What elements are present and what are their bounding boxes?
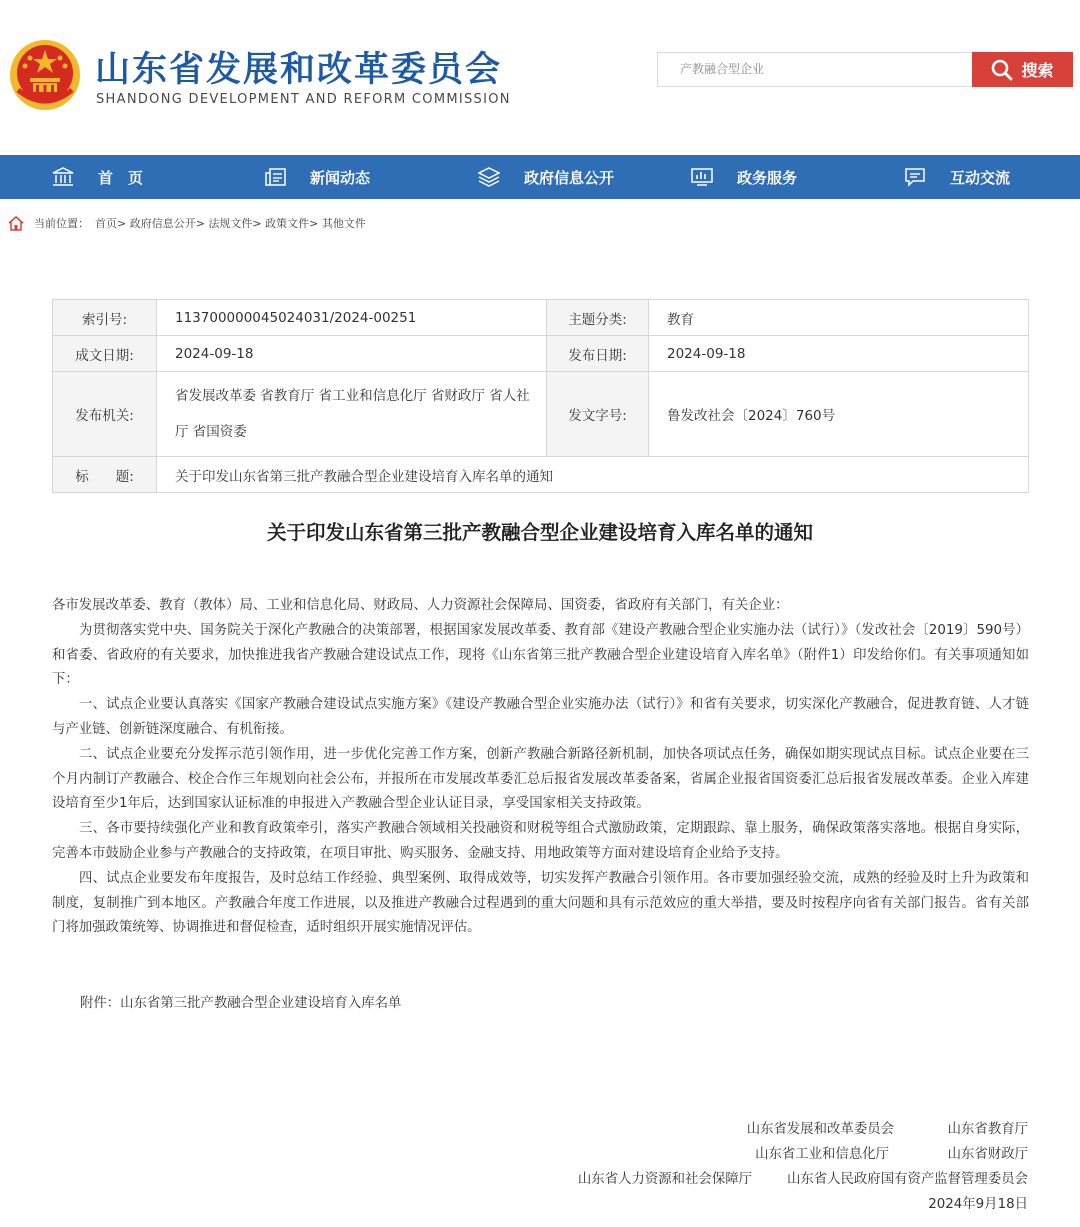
breadcrumb-path[interactable]: 首页> 政府信息公开> 法规文件> 政策文件> 其他文件 [95, 217, 366, 230]
search-button[interactable] [972, 52, 1073, 87]
nav-item-interaction[interactable] [904, 155, 1010, 199]
created-date-value: 2024-09-18 [157, 336, 547, 372]
site-subtitle: SHANDONG DEVELOPMENT AND REFORM COMMISSION [96, 92, 511, 107]
article-title: 关于印发山东省第三批产教融合型企业建设培育入库名单的通知 [266, 521, 813, 544]
issuer-value: 省发展改革委 省教育厅 省工业和信息化厅 省财政厅 省人社厅 省国资委 [157, 372, 547, 457]
nav-item-label: 首 页 [98, 168, 144, 187]
issuer-label: 发布机关: [53, 372, 157, 457]
index-value: 113700000045024031/2024-00251 [157, 300, 547, 336]
doc-number-label: 发文字号: [547, 372, 649, 457]
breadcrumb [8, 214, 366, 232]
nav-item-news[interactable] [265, 155, 370, 199]
nav-item-services[interactable] [691, 155, 797, 199]
category-label: 主题分类: [547, 300, 649, 336]
home-icon [8, 216, 24, 231]
national-emblem-icon[interactable] [8, 38, 82, 112]
main-nav [0, 155, 1080, 199]
salutation: 各市发展改革委、教育（教体）局、工业和信息化局、财政局、人力资源社会保障局、国资委，省政府有关部门，有关企业： [52, 598, 789, 613]
document-meta-table [52, 299, 1029, 493]
chat-icon [904, 167, 926, 187]
doc-number-value: 鲁发改社会〔2024〕760号 [649, 372, 1029, 457]
paragraph: 二、试点企业要充分发挥示范引领作用，进一步优化完善工作方案，创新产教融合新路径新机制，加快各项试点任务，确保如期实现试点目标。试点企业要在三个月内制订产教融合、校企合作三年规划向社会公布，并报所在市发展改革委汇总后报省发展改革委备案，省属企业报省国资委汇总后报省发展改革委。企业入库建设培育至少1年后，达到国家认证标准的申报进入产教融合型企业认证目录，享受国家相关支持政策。 [52, 746, 1029, 812]
signature-finance: 山东省财政厅 [947, 1147, 1028, 1162]
site-header [0, 0, 1080, 155]
signature-date: 2024年9月18日 [928, 1197, 1028, 1212]
news-icon [265, 167, 286, 187]
category-value: 教育 [649, 300, 1029, 336]
building-icon [52, 167, 74, 187]
signature-hr: 山东省人力资源和社会保障厅 [577, 1172, 752, 1187]
nav-item-label: 互动交流 [950, 168, 1011, 187]
search-input[interactable]: 产教融合型企业 [657, 52, 972, 87]
search-icon [991, 59, 1013, 81]
paragraph: 一、试点企业要认真落实《国家产教融合建设试点实施方案》《建设产教融合型企业实施办法（试行）》和省有关要求，切实深化产教融合，促进教育链、人才链与产业链、创新链深度融合、有机衔接。 [52, 697, 1029, 737]
created-date-label: 成文日期: [53, 336, 157, 372]
monitor-icon [691, 167, 713, 187]
nav-item-label: 政务服务 [737, 168, 798, 187]
article-body [52, 594, 1029, 941]
paragraph: 三、各市要持续强化产业和教育政策牵引，落实产教融合领域相关投融资和财税等组合式激励政策，定期跟踪、靠上服务，确保政策落实落地。根据自身实际，完善本市鼓励企业参与产教融合的支持政策，在项目审批、购买服务、金融支持、用地政策等方面对建设培育企业给予支持。 [52, 821, 1029, 861]
title-value: 关于印发山东省第三批产教融合型企业建设培育入库名单的通知 [157, 457, 1029, 493]
nav-item-gov-info[interactable] [478, 155, 614, 199]
nav-item-label: 新闻动态 [310, 168, 371, 187]
signature-ndrc: 山东省发展和改革委员会 [746, 1122, 894, 1137]
site-title[interactable]: 山东省发展和改革委员会 [95, 50, 503, 90]
published-date-label: 发布日期: [547, 336, 649, 372]
layers-icon [478, 167, 500, 187]
published-date-value: 2024-09-18 [649, 336, 1029, 372]
paragraph: 为贯彻落实党中央、国务院关于深化产教融合的决策部署，根据国家发展改革委、教育部《建设产教融合型企业实施办法（试行）》（发改社会〔2019〕590号）和省委、省政府的有关要求，加快推进我省产教融合建设试点工作，现将《山东省第三批产教融合型企业建设培育入库名单》（附件1）印发给你们。有关事项通知如下： [52, 622, 1029, 688]
search-button-label: 搜索 [1021, 61, 1054, 80]
nav-item-label: 政府信息公开 [524, 168, 615, 187]
signature-industry: 山东省工业和信息化厅 [755, 1147, 889, 1162]
attachment-link[interactable]: 附件：山东省第三批产教融合型企业建设培育入库名单 [80, 996, 402, 1011]
signature-sasac: 山东省人民政府国有资产监督管理委员会 [786, 1172, 1028, 1187]
signature-education: 山东省教育厅 [947, 1122, 1028, 1137]
index-label: 索引号: [53, 300, 157, 336]
breadcrumb-prefix: 当前位置： [34, 217, 89, 230]
nav-item-home[interactable] [52, 155, 143, 199]
paragraph: 四、试点企业要发布年度报告，及时总结工作经验、典型案例、取得成效等，切实发挥产教融合引领作用。各市要加强经验交流，成熟的经验及时上升为政策和制度，复制推广到本地区。产教融合年度工作进展，以及推进产教融合过程遇到的重大问题和具有示范效应的重大举措，要及时按程序向省有关部门报告。省有关部门将加强政策统筹、协调推进和督促检查，适时组织开展实施情况评估。 [52, 870, 1029, 936]
title-label: 标 题: [53, 457, 157, 493]
